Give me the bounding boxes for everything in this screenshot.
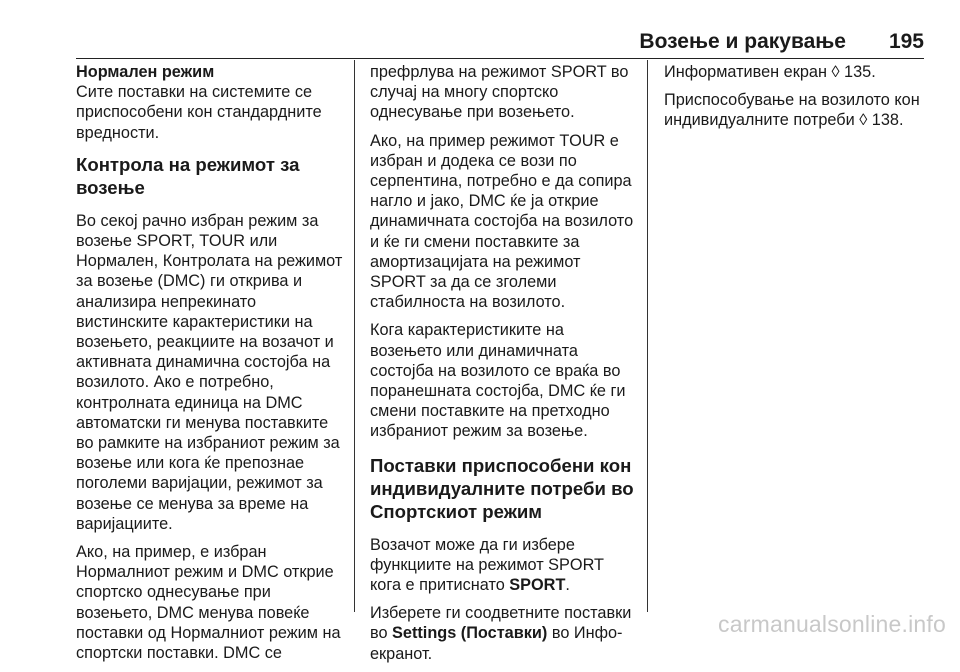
paragraph: Ако, на пример режимот TOUR е избран и додека се вози по серпентина, потребно е да сопира нагло и јако, DMC ќе ја открие динамичната состојба на возилото и ќе ги смени поставките за амортизацијата на режимот SPORT за да се зголеми стабилноста на возилото. — [370, 131, 634, 312]
section-heading: Нормален режим — [76, 63, 215, 81]
column-3 — [664, 62, 932, 139]
paragraph: Ако, на пример, е избран Нормалниот режим и DMC открие спортско однесување при возењето, DMC менува повеќе поставки од Нормалниот режим на спортски поставки. DMC се — [76, 543, 341, 663]
sport-button-label: SPORT — [509, 576, 566, 595]
watermark: carmanualsonline.info — [718, 611, 946, 637]
paragraph: Сите поставки на системите се приспособени кон стандардните вредности. — [76, 83, 322, 142]
page-title: Возење и ракување — [639, 30, 846, 53]
section-heading: Контрола на режимот за возење — [76, 153, 300, 198]
page-number: 195 — [888, 30, 924, 53]
text-span: во Инфо-екранот. — [370, 624, 623, 663]
paragraph — [370, 535, 638, 596]
cross-reference: Приспособување на возилото кон индивидуалните потреби ◊ 138. — [664, 91, 920, 130]
paragraph: префрлува на режимот SPORT во случај на многу спортско однесување при возењето. — [370, 63, 629, 122]
text-span: Возачот може да ги избере функциите на режимот SPORT кога е притиснато — [370, 535, 604, 595]
settings-menu-label: Settings (Поставки) — [392, 624, 548, 643]
paragraph: Кога карактеристиките на возењето или динамичната состојба на возилото се враќа во поранешната состојба, DMC ќе ги смени поставките на претходно избраниот режим за возење. — [370, 321, 626, 441]
column-2 — [370, 62, 638, 672]
column-1 — [76, 62, 344, 671]
cross-reference: Информативен екран ◊ 135. — [664, 63, 876, 81]
text-span: Изберете ги соодветните поставки во — [370, 604, 632, 643]
paragraph — [370, 603, 638, 664]
page-header — [76, 24, 924, 59]
section-heading: Поставки приспособени кон индивидуалните потреби во Спортскиот режим — [370, 454, 634, 522]
paragraph: Во секој рачно избран режим за возење SPORT, TOUR или Нормален, Контролата на режимот за возење (DMC) ги открива и анализира непрекинато вистинските карактеристики на возењето, реакциите на возачот и активната динамична состојба на возилото. Ако е потребно, контролната единица на DMC автоматски ги менува поставките во рамките на избраниот режим за возење или кога ќе препознае поголеми варијации, режимот за возење се менува за време на варијациите. — [76, 211, 343, 533]
column-divider — [354, 60, 355, 612]
column-divider — [647, 60, 648, 612]
text-span: . — [565, 576, 570, 595]
